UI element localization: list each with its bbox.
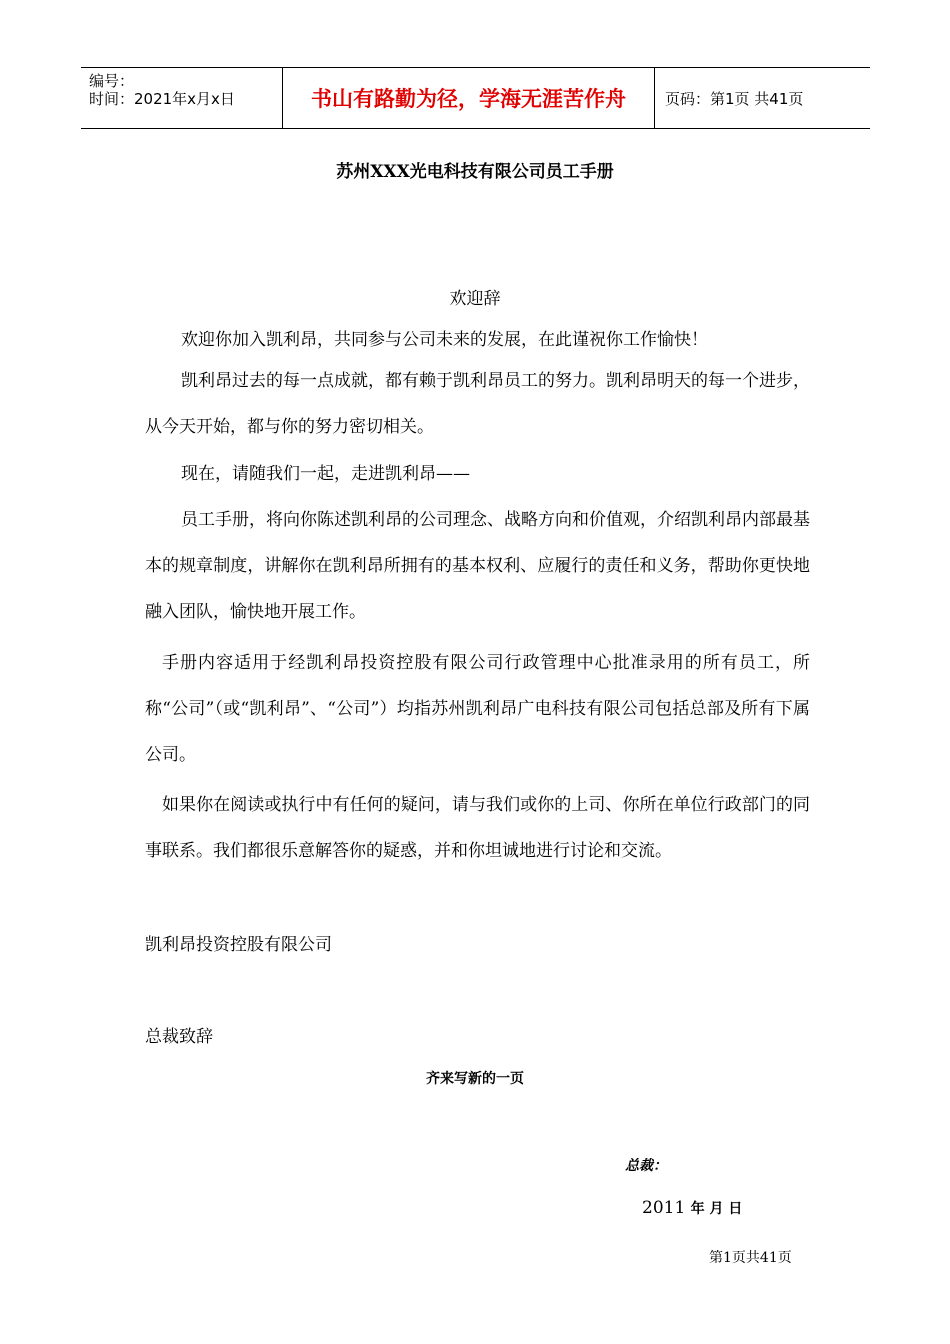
signature-company: 凯利昂投资控股有限公司 bbox=[145, 935, 332, 955]
header-motto: 书山有路勤为径，学海无涯苦作舟 bbox=[311, 87, 626, 111]
date-line bbox=[642, 1198, 742, 1218]
paragraph-1: 欢迎你加入凯利昂，共同参与公司未来的发展，在此谨祝你工作愉快！ bbox=[181, 330, 708, 350]
speech-title: 齐来写新的一页 bbox=[426, 1071, 524, 1087]
header-meta bbox=[81, 68, 282, 128]
paragraph-6: 如果你在阅读或执行中有任何的疑问，请与我们或你的上司、你所在单位行政部门的同事联系。我们都很乐意解答你的疑惑，并和你坦诚地进行讨论和交流。 bbox=[145, 795, 810, 861]
page-footer: 第1页共41页 bbox=[709, 1250, 792, 1266]
date-suffix: 年 月 日 bbox=[690, 1201, 743, 1217]
paragraph-2: 凯利昂过去的每一点成就，都有赖于凯利昂员工的努力。凯利昂明天的每一个进步，从今天开始，都与你的努力密切相关。 bbox=[145, 371, 810, 437]
header-motto-cell bbox=[282, 68, 655, 128]
ceo-speech-heading: 总裁致辞 bbox=[145, 1027, 213, 1047]
welcome-heading: 欢迎辞 bbox=[449, 289, 501, 309]
number-label: 编号： bbox=[89, 72, 135, 90]
paragraph-5: 手册内容适用于经凯利昂投资控股有限公司行政管理中心批准录用的所有员工，所称“公司”（或“凯利昂”、“公司”）均指苏州凯利昂广电科技有限公司包括总部及所有下属公司。 bbox=[145, 653, 810, 765]
time-label: 时间：2021年x月x日 bbox=[89, 90, 235, 108]
document-title: 苏州XXX光电科技有限公司员工手册 bbox=[336, 162, 614, 182]
page-header bbox=[81, 67, 870, 129]
header-page-info: 页码：第1页 共41页 bbox=[665, 89, 804, 108]
ceo-signature-label: 总裁： bbox=[625, 1158, 667, 1174]
date-year: 2011 bbox=[642, 1198, 686, 1218]
paragraph-3: 现在，请随我们一起，走进凯利昂—— bbox=[181, 464, 470, 484]
paragraph-4: 员工手册，将向你陈述凯利昂的公司理念、战略方向和价值观，介绍凯利昂内部最基本的规章制度，讲解你在凯利昂所拥有的基本权利、应履行的责任和义务，帮助你更快地融入团队，愉快地开展工作。 bbox=[145, 510, 810, 622]
